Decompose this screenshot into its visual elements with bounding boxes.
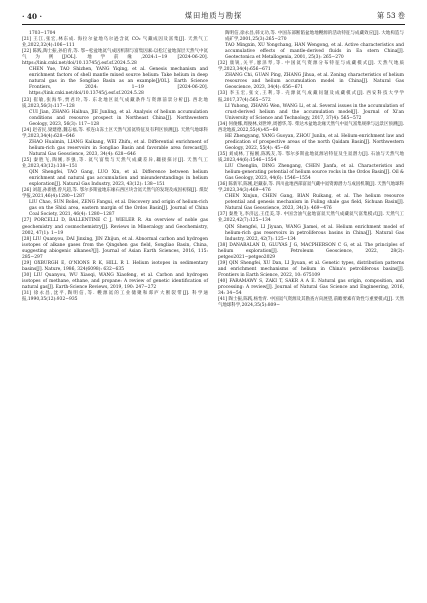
references-right-column [218,31,404,309]
reference-entry: [38] DANABALAN D, GLUYAS J G, MACPHERSON C G, et al. The principles of helium exploration[J]. Petroleum Geoscience, 2022, 28(2): petgeo2021−petgeo2029 [218,242,404,260]
reference-entry: [29] OXBURGH E, O'NIONS R K, HILL R I. Helium isotopes in sedimentary basins[J]. Nature, 1986, 324(6098): 632−635 [22,260,208,272]
reference-entry: [34] 何俊娜,周俊林,刘世坤,周德华,等. 柴达木盆地北缘天然气中氦气富集规律与远景区预测[J]. 西北地质,2022,55(4):45−60 [218,121,404,133]
reference-entry: CHEN Yue, TAO Shizhen, YANG Yiqing, et al. Genesis mechanism and enrichment factors of shell mantle mixed source helium: Take helium in deep natural gas in the Songliao Basin as an example[J/OL]. Earth Science Frontiers, 2024: 1−19 [2024-06-20]. https://link.cnki.net/doi/10.13745/j.esf.sf.2024.5.28 [29,67,208,97]
reference-entry: CUI Jian, ZHANG Haihua, JIE Junling, et al. Analysis of helium accumulation conditions and resource prospect in Northeast China[J]. Northwestern Geology, 2023, 56(3): 117−128 [29,109,208,127]
reference-entry: 陶明信,徐永昌,韩文功,等. 中国东部断陷盆地地幔源的活动特征与成藏效应[J]. 大地构造与成矿学,2001,25(3):265−270 [225,31,404,43]
reference-entry: 1703−1704 [29,31,56,36]
reference-entry: [31] 徐永昌,沈平,陶明信,等. 幔源氦的工业储聚和郯庐大断裂带[J]. 科学通报,1990,35(12):932−935 [22,291,208,303]
reference-entry: [27] PORCELLI D, BALLENTINE C J, WIELER R. An overview of noble gas geochemistry and cosmochemistry[J]. Reviews in Mineralogy and Geochemistry, 2002, 47(1): 1−19 [22,218,208,236]
reference-entry: LI Yuhong, ZHANG Wen, WANG Li, et al. Several issues in the accumulation of crust-derived helium and the accumulation model[J]. Journal of Xi'an University of Science and Technology, 2017, 37(4): 565−572 [225,103,404,121]
reference-entry: HE Zhengyang, YANG Guoyan, ZHOU Junlin, et al. Helium-enrichment law and predication of prospective areas of the north Qaidam Basin[J]. Northwestern Geology, 2022, 55(4): 45−60 [225,133,404,151]
reference-entry: [24] 赵省民,梁建德,魏志福,等. 祁连山冻土区天然气富氦特征及有利区预测[J]. 天然气地球科学,2023,34(4):628−646 [22,127,208,139]
reference-entry: [28] LIU Quanyou, DAI Jinxing, JIN Zhijun, et al. Abnormal carbon and hydrogen isotopes of alkane gases from the Qingshen gas field, Songliao Basin, China, suggesting abiogenic alkanes?[J]. Journal of Asian Earth Sciences, 2016, 115: 285−297 [22,236,208,260]
reference-entry: [32] 康锐,关平,廖泽琴,等. 中国氦气资源分布特征与成藏模式[J]. 天然气地质学,2023,34(4):656−671 [218,61,404,73]
journal-title: 煤田地质与勘探 [184,11,243,20]
reference-entry: [37] 秦胜飞,李济远,王佳美,等. 中国含油气盆地富氦天然气成藏氦气富集模式[J]. 天然气工业,2022,42(7):125−134 [218,212,404,224]
reference-entry: [30] LIU Quanyou, WU Xiaoqi, WANG Xiaofeng, et al. Carbon and hydrogen isotopes of methane, ethane, and propane: A review of genetic identification of natural gas[J]. Earth-Science Reviews, 2019, 190: 247−272 [22,272,208,290]
reference-entry: [25] 秦胜飞,陶刚,李强,等. 氦气富集与天然气成藏差异,耦接探讨[J]. 天然气工业,2023,43(12):138−151 [22,157,208,170]
reference-entry: ZHANG Chi, GUAN Ping, ZHANG Jihua, et al. Zoning characteristics of helium resources and helium accumulation model in China[J]. Natural Gas Geoscience, 2023, 34(4): 656−671 [225,73,404,91]
reference-entry: [35] 刘成林,丁振刚,陈践友,等. 鄂尔多斯盆地氦源岩特征及生氦潜力[J]. 石油与天然气地质,2023,44(6):1546−1554 [218,151,404,163]
volume-label: 第 53 卷 [376,11,405,20]
reference-entry: [26] 刘超,孙新德,曾凡超,等. 鄂尔多斯盆地东缘石西区块含氦天然气的发现及成因初探[J]. 煤炭学报,2021,46(4):1280−1287 [22,188,208,200]
reference-entry: [40] FARAMAWY S, ZAKI T, SAKR A A E. Natural gas origin, composition, and processing: A review[J]. Journal of Natural Gas Science and Engineering, 2016, 34: 34−54 [218,278,404,297]
reference-entry: LIU Chenglin, DING Zhengang, CHEN Jianfa, et al. Characteristics and helium-generating potential of helium source rocks in the Ordos Basin[J]. Oil & Gas Geology, 2023, 44(6): 1546−1554 [225,164,404,182]
reference-entry: [33] 李玉宏,张文,王利,等. 壳源氦气成藏问题及成藏模式[J]. 西安科技大学学报,2017,37(4):565−572 [218,91,404,103]
page-number: · 40 · [22,11,43,21]
reference-entry: [22] 陈践,陶士振,孙伯青,等. 鄂−松盆地氦气成因机制与富集因素:以松辽盆地深层天然气中氦气为例[J/OL]. 地学前缘,2024:1−19 [2024-06-20]. https://link.cnki.net/doi/10.13745/j.esf.sf.2024.5.28 [22,49,208,67]
reference-entry: QIN Shengfei, LI Jiyuan, WANG Jiamei, et al. Helium enrichment model of helium-rich gas reservoirs in petroliferous basins in China[J]. Natural Gas Industry, 2022, 42(7): 125−134 [225,224,404,242]
references-left-column [22,31,208,303]
header-rule [22,24,405,25]
reference-entry: ZHAO Huaimin, LIANG Kaikang, WEI Zhifu, et al. Differential enrichment of helium-rich gas reservoirs in Songliao Basin and favorable area forecast[J]. Natural Gas Geoscience, 2023, 34(4): 628−646 [29,139,208,157]
reference-entry: TAO Mingxin, XU Yongchang, HAN Wengong, et al. Active characteristics and accumulative effects of mantle-derived fluids in Ea stern China[J]. Geotectonica et Metallogenia, 2001, 25(3): 265−270 [225,43,404,61]
reference-entry: [21] 王江,张宏,林东成. 海拉尔盆地乌尔逊含氦 CO₂ 气藏成因及富集[J]. 天然气工业,2022,32(4):106−111 [22,37,208,49]
page-header [22,9,405,23]
reference-entry: [41] 陶士振,陈践,杨怡青. 中国氦气资源及其勘查方向展望,前瞻要素有效性与重要模式[J]. 天然气地球科学,2024,35(5):809− [218,297,404,309]
reference-entry: LIU Chao, SUN Boliei, ZENG Fangui, et al. Discovery and origin of helium-rich gas on the Shixi area, eastern margin of the Ordos Basin[J]. Journal of China Coal Society, 2021, 46(4): 1280−1287 [29,200,208,218]
reference-entry: QIN Shengfei, TAO Gang, LUO Xin, et al. Difference between helium enrichment and natural gas accumulation and misunderstandings in helium exploration[J]. Natural Gas Industry, 2023, 43(12): 138−151 [29,170,208,188]
reference-entry: [23] 崔敏,张海华,贾君玲,等. 东北地区氦气成藏条件与资源前景分析[J]. 西北地质,2023,56(3):117−128 [22,97,208,109]
reference-entry: [39] QIN Shengfei, XU Dan, LI Jiyuan, et al. Genetic types, distribution patterns and enrichment mechanisms of helium in China's petroliferous basins[J]. Frontiers in Earth Science, 2022, 10: 675109 [218,260,404,278]
reference-entry: [36] 陈新军,陈刚,赵藏泰,等. 四川盆地西部富氦气藏中氦资源潜力与成因机制[J]. 天然气地球科学,2023,34(3):469−476 [218,182,404,194]
reference-entry: CHEN Xinjun, CHEN Gang, BIAN Ruikang, et al. The helium resource potential and genesis mechanism in Fuling shale gas field, Sichuan Basin[J]. Natural Gas Geoscience, 2023, 34(3): 469−476 [225,194,404,212]
